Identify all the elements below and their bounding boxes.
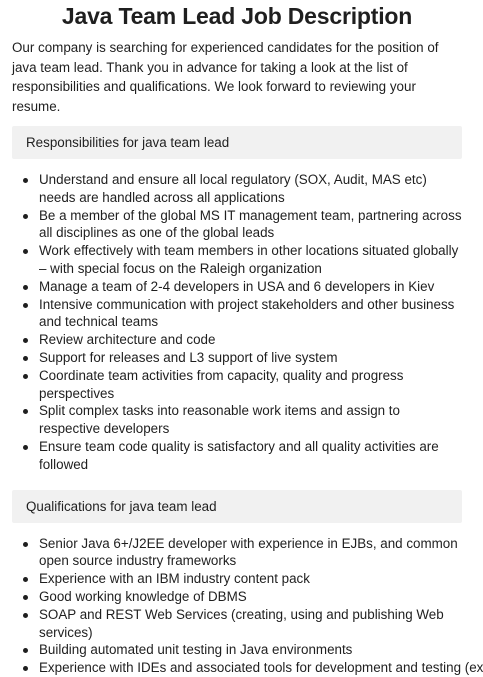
list-item: Experience with IDEs and associated tools for development and testing (ex [39,660,483,676]
list-item: SOAP and REST Web Services (creating, using and publishing Web services) [39,606,462,642]
qualifications-list [12,535,483,677]
page-title: Java Team Lead Job Description [61,3,413,29]
intro-paragraph: Our company is searching for experienced candidates for the position of java team lead. Thank you in advance for taking a look at the list of responsibilities and qualifications. We look forward to reviewing your resume. [12,40,439,114]
responsibilities-list [12,171,462,474]
list-item: Split complex tasks into reasonable work items and assign to respective developers [39,402,462,438]
list-item: Review architecture and code [39,331,462,349]
list-item: Support for releases and L3 support of live system [39,349,462,367]
responsibilities-header: Responsibilities for java team lead [12,126,462,159]
list-item: Work effectively with team members in other locations situated globally – with special focus on the Raleigh organization [39,242,462,278]
list-item: Ensure team code quality is satisfactory and all quality activities are followed [39,438,462,474]
list-item: Good working knowledge of DBMS [39,588,462,606]
list-item: Intensive communication with project stakeholders and other business and technical teams [39,296,462,332]
list-item: Manage a team of 2-4 developers in USA and 6 developers in Kiev [39,278,462,296]
list-item: Understand and ensure all local regulatory (SOX, Audit, MAS etc) needs are handled across all applications [39,171,462,207]
list-item: Be a member of the global MS IT management team, partnering across all disciplines as one of the global leads [39,207,462,241]
list-item: Experience with an IBM industry content pack [39,570,462,588]
list-item: Building automated unit testing in Java environments [39,641,462,659]
list-item: Senior Java 6+/J2EE developer with experience in EJBs, and common open source industry frameworks [39,535,462,571]
qualifications-header: Qualifications for java team lead [12,490,462,523]
list-item: Coordinate team activities from capacity, quality and progress perspectives [39,367,462,403]
